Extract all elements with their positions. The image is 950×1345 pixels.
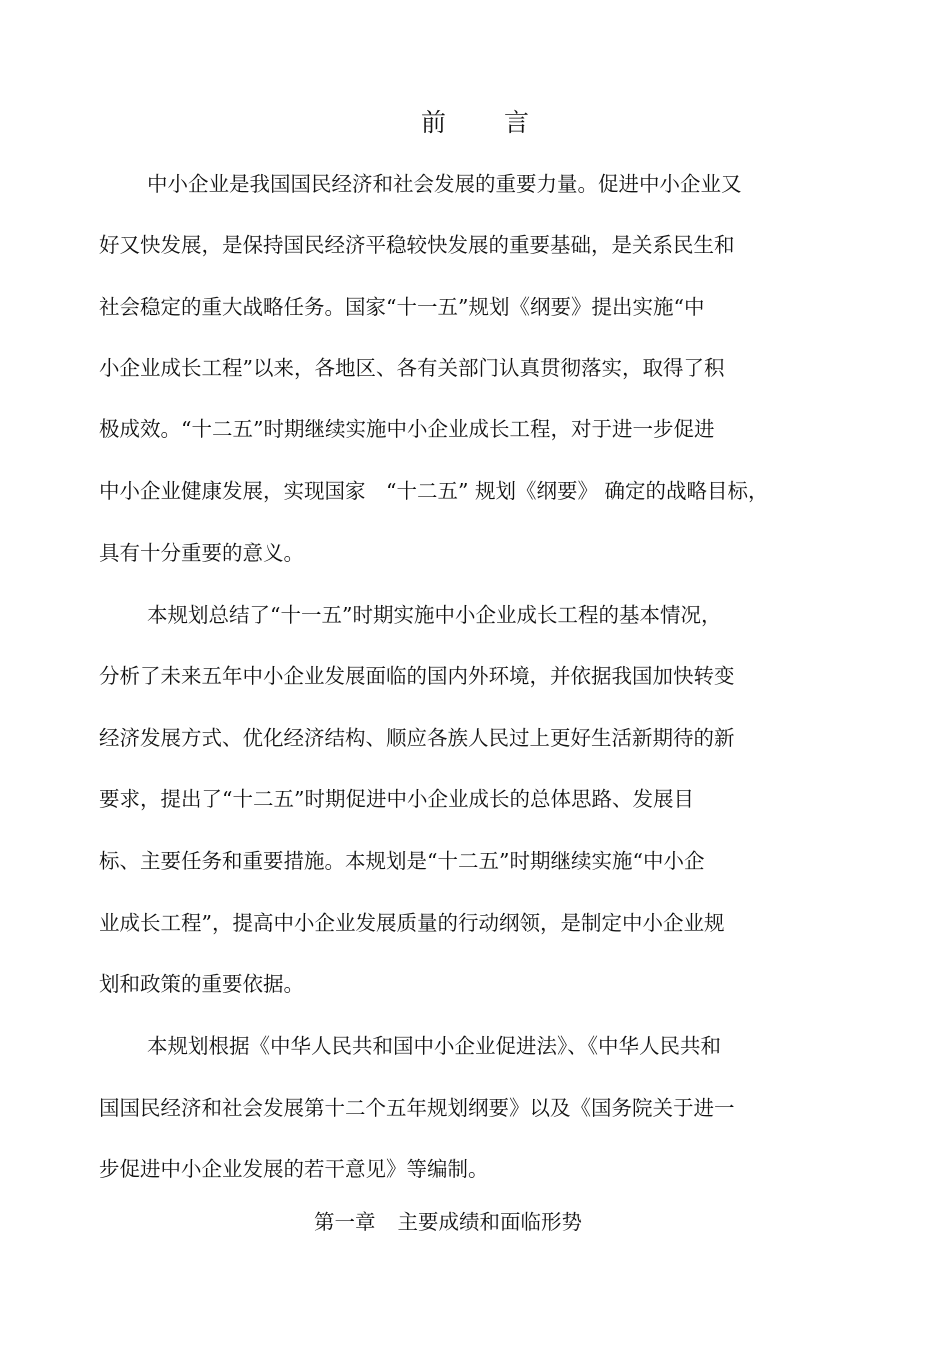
preface-title <box>0 108 950 138</box>
chapter-title <box>314 1208 582 1236</box>
chapter-name: 主要成绩和面临形势 <box>397 1210 582 1234</box>
paragraph-2-line-3: 经济发展方式、优化经济结构、顺应各族人民过上更好生活新期待的新 <box>99 726 735 750</box>
preface-title-left: 前 <box>420 108 446 137</box>
paragraph-2-line-1: 本规划总结了“十一五”时期实施中小企业成长工程的基本情况， <box>147 603 722 627</box>
chapter-number: 第一章 <box>314 1210 376 1234</box>
paragraph-2-line-2: 分析了未来五年中小企业发展面临的国内外环境，并依据我国加快转变 <box>99 664 735 688</box>
paragraph-1-line-4: 小企业成长工程”以来，各地区、各有关部门认真贯彻落实，取得了积 <box>99 356 725 380</box>
preface-title-right: 言 <box>504 108 530 137</box>
paragraph-1-line-3: 社会稳定的重大战略任务。国家“十一五”规划《纲要》提出实施“中 <box>99 295 705 319</box>
paragraph-1-line-7: 具有十分重要的意义。 <box>99 541 304 565</box>
paragraph-3-line-3: 步促进中小企业发展的若干意见》等编制。 <box>99 1157 489 1181</box>
paragraph-1-line-5: 极成效。“十二五”时期继续实施中小企业成长工程，对于进一步促进 <box>99 417 715 441</box>
paragraph-3-line-2: 国国民经济和社会发展第十二个五年规划纲要》以及《国务院关于进一 <box>99 1096 735 1120</box>
paragraph-2-line-4: 要求，提出了“十二五”时期促进中小企业成长的总体思路、发展目 <box>99 787 694 811</box>
paragraph-1-line-1: 中小企业是我国国民经济和社会发展的重要力量。促进中小企业又 <box>147 172 742 196</box>
paragraph-1-line-2: 好又快发展，是保持国民经济平稳较快发展的重要基础，是关系民生和 <box>99 233 735 257</box>
paragraph-3-line-1: 本规划根据《中华人民共和国中小企业促进法》、《中华人民共和 <box>147 1034 721 1058</box>
paragraph-2-line-6: 业成长工程”，提高中小企业发展质量的行动纲领，是制定中小企业规 <box>99 911 725 935</box>
paragraph-1-line-6: 中小企业健康发展，实现国家 “十二五” 规划《纲要》 确定的战略目标， <box>99 479 769 503</box>
paragraph-2-line-7: 划和政策的重要依据。 <box>99 972 304 996</box>
paragraph-2-line-5: 标、主要任务和重要措施。本规划是“十二五”时期继续实施“中小企 <box>99 849 705 873</box>
